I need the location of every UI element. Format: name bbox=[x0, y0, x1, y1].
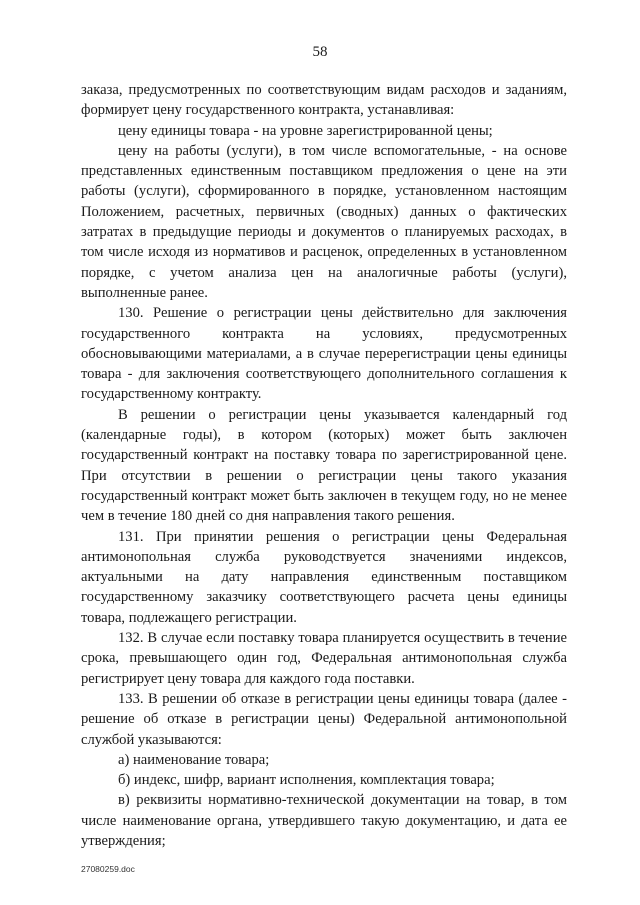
footer-filename: 27080259.doc bbox=[81, 864, 135, 874]
paragraph: в) реквизиты нормативно-технической документации на товар, в том числе наименование органа, утвердившего такую документацию, и дата ее утверждения; bbox=[81, 792, 567, 849]
page-number: 58 bbox=[312, 44, 328, 60]
paragraph: В решении о регистрации цены указывается календарный год (календарные годы), в котором (которых) может быть заключен государственный контракт на поставку товара по зарегистрированной цене. При отсутствии в решении о регистрации цены такого указания государственный контракт может быть заключен в текущем году, но не менее чем в течение 180 дней со дня направления такого решения. bbox=[81, 406, 567, 525]
paragraph: 131. При принятии решения о регистрации цены Федеральная антимонопольная служба руководствуется значениями индексов, актуальными на дату направления единственным поставщиком государственному заказчику соответствующего расчета цены единицы товара, подлежащего регистрации. bbox=[81, 528, 567, 626]
paragraph: цену на работы (услуги), в том числе вспомогательные, - на основе представленных единственным поставщиком предложения о цене на эти работы (услуги), сформированного в порядке, установленном настоящим Положением, расчетных, первичных (сводных) данных о фактических затратах в предыдущие периоды и документов о планируемых расходах, в том числе исходя из нормативов и расценок, определенных в установленном порядке, с учетом анализа цен на аналогичные работы (услуги), выполненные ранее. bbox=[81, 142, 567, 301]
paragraph: 132. В случае если поставку товара планируется осуществить в течение срока, превышающего один год, Федеральная антимонопольная служба регистрирует цену товара для каждого года поставки. bbox=[81, 630, 567, 687]
paragraph: 133. В решении об отказе в регистрации цены единицы товара (далее - решение об отказе в регистрации цены) Федеральной антимонопольной службой указываются: bbox=[81, 690, 567, 748]
document-body bbox=[81, 80, 567, 851]
paragraph: заказа, предусмотренных по соответствующим видам расходов и заданиям, формирует цену государственного контракта, устанавливая: bbox=[81, 82, 567, 119]
paragraph: цену единицы товара - на уровне зарегистрированной цены; bbox=[118, 122, 493, 139]
paragraph: б) индекс, шифр, вариант исполнения, комплектация товара; bbox=[118, 772, 495, 789]
paragraph: а) наименование товара; bbox=[118, 751, 270, 768]
paragraph: 130. Решение о регистрации цены действительно для заключения государственного контракта на условиях, предусмотренных обосновывающими материалами, а в случае перерегистрации цены единицы товара - для заключения соответствующего дополнительного соглашения к государственному контракту. bbox=[81, 305, 567, 403]
